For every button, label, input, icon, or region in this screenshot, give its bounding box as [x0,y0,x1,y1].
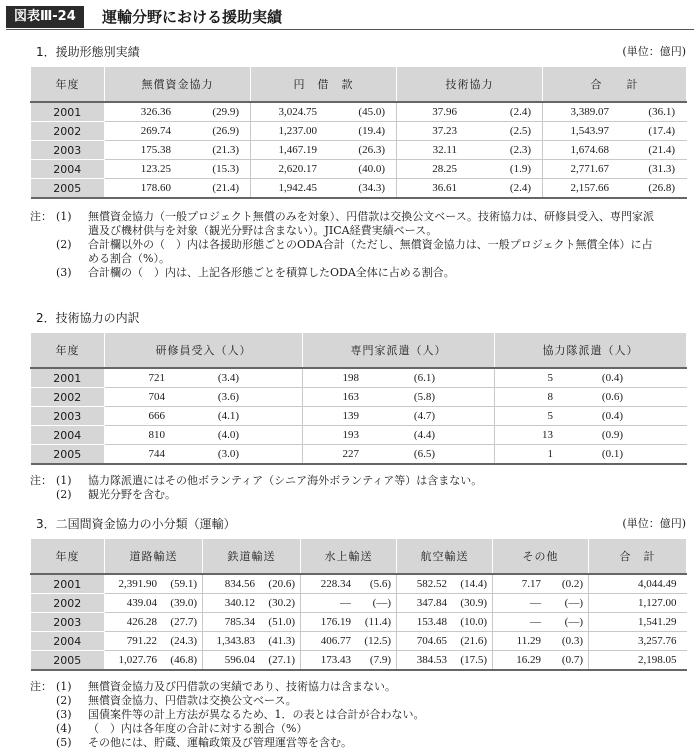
data-cell [543,141,687,160]
cell-share: (45.0) [358,106,385,118]
table-row [31,407,687,426]
cell-value: 384.53 [416,654,447,666]
cell-share: (2.5) [509,125,531,137]
year-cell: 2003 [31,407,105,426]
cell-value: 704 [148,391,165,403]
column-header: 水上輸送 [301,539,397,575]
year-cell: 2002 [31,594,105,613]
section3-unit: (単位：億円) [622,517,686,530]
cell-value: 744 [148,448,165,460]
cell-share: (21.4) [648,144,675,156]
year-cell: 2003 [31,141,105,160]
column-header: 航空輸送 [397,539,493,575]
cell-share: (31.3) [648,163,675,175]
cell-share: (19.4) [358,125,385,137]
table-header-row [31,539,687,575]
data-cell [105,651,203,671]
table-row [31,122,687,141]
cell-value: 596.04 [224,654,255,666]
cell-share: (0.4) [601,410,623,422]
note-label: 注： [30,210,52,223]
table-row [31,160,687,179]
cell-share: (36.1) [648,106,675,118]
cell-value: 666 [148,410,165,422]
cell-value: 32.11 [432,144,457,156]
note-text: 協力隊派遣にはその他ボランティア（シニア海外ボランティア等）は含まない。 [88,474,483,487]
section2-notes [30,474,482,502]
data-cell [105,102,251,122]
data-cell [203,574,301,594]
note-number: (2) [56,488,72,501]
note-number: (1) [56,210,72,223]
column-header: 研修員受入（人） [105,333,303,369]
figure-title-bar [6,6,694,32]
cell-value: 2,771.67 [570,163,609,175]
column-header: 合 計 [589,539,687,575]
cell-share: (29.9) [212,106,239,118]
total-cell: 2,198.05 [589,651,687,671]
cell-value: 2,620.17 [278,163,317,175]
aid-type-table [30,66,687,199]
cell-share: (7.9) [369,654,391,666]
note-text: 合計欄の（ ）内は、上記各形態ごとを積算したODA全体に占める割合。 [88,266,455,279]
total-cell: 3,257.76 [589,632,687,651]
year-cell: 2001 [31,102,105,122]
table-row [31,179,687,199]
data-cell [203,594,301,613]
data-cell [203,632,301,651]
year-cell: 2002 [31,122,105,141]
cell-share: (—) [564,597,583,609]
data-cell [543,160,687,179]
data-cell [303,407,495,426]
data-cell [301,594,397,613]
table-row [31,613,687,632]
data-cell [105,407,303,426]
cell-value: 2,391.90 [118,578,157,590]
cell-value: — [530,597,541,609]
table-header-row [31,67,687,103]
note-number: (2) [56,694,72,707]
cell-share: (17.5) [460,654,487,666]
cell-share: (0.9) [601,429,623,441]
note-line [30,210,654,224]
cell-share: (2.3) [509,144,531,156]
data-cell [105,141,251,160]
cell-value: 1,467.19 [278,144,317,156]
cell-value: 193 [342,429,359,441]
cell-value: 16.29 [516,654,541,666]
note-number: (1) [56,680,72,693]
cell-share: (21.6) [460,635,487,647]
cell-value: 721 [148,372,165,384]
note-number: (3) [56,266,72,279]
note-text: 無償資金協力及び円借款の実績であり、技術協力は含まない。 [88,680,396,693]
data-cell [397,160,543,179]
note-line [30,224,654,238]
cell-share: (41.3) [268,635,295,647]
data-cell [303,388,495,407]
note-text: 無償資金協力、円借款は交換公文ベース。 [88,694,297,707]
year-cell: 2004 [31,426,105,445]
data-cell [105,426,303,445]
cell-share: (46.8) [170,654,197,666]
cell-share: (39.0) [170,597,197,609]
table-row [31,574,687,594]
note-text: める割合（%）。 [88,252,170,265]
cell-value: 7.17 [521,578,541,590]
cell-value: 1,543.97 [570,125,609,137]
total-cell: 4,044.49 [589,574,687,594]
data-cell [495,368,687,388]
cell-value: 123.25 [140,163,171,175]
cell-value: 3,024.75 [278,106,317,118]
cell-share: (30.2) [268,597,295,609]
cell-share: (—) [564,616,583,628]
cell-value: 439.04 [126,597,157,609]
cell-share: (0.4) [601,372,623,384]
cell-share: (2.4) [509,182,531,194]
data-cell [105,574,203,594]
cell-share: (30.9) [460,597,487,609]
cell-share: (15.3) [212,163,239,175]
transport-subcategory-table [30,538,687,671]
data-cell [203,651,301,671]
data-cell [397,594,493,613]
section2-heading: 2．技術協力の内訳 [36,311,140,325]
year-cell: 2001 [31,574,105,594]
year-cell: 2005 [31,445,105,465]
column-header: 無償資金協力 [105,67,251,103]
year-cell: 2005 [31,179,105,199]
cell-value: 2,157.66 [570,182,609,194]
section1-notes [30,210,654,280]
cell-value: 139 [342,410,359,422]
data-cell [251,141,397,160]
cell-share: (40.0) [358,163,385,175]
cell-share: (27.1) [268,654,295,666]
cell-value: 1,237.00 [278,125,317,137]
data-cell [397,122,543,141]
column-header: 円 借 款 [251,67,397,103]
note-label: 注： [30,474,52,487]
section3-notes [30,680,425,750]
note-line [30,488,482,502]
cell-value: 153.48 [416,616,447,628]
note-line [30,252,654,266]
note-number: (1) [56,474,72,487]
column-header: 道路輸送 [105,539,203,575]
data-cell [301,632,397,651]
year-cell: 2004 [31,160,105,179]
technical-cooperation-table [30,332,687,465]
note-label: 注： [30,680,52,693]
cell-share: (59.1) [170,578,197,590]
note-number: (4) [56,722,72,735]
cell-value: 227 [342,448,359,460]
data-cell [251,102,397,122]
data-cell [251,160,397,179]
section1-heading: 1．援助形態別実績 [36,45,140,59]
cell-value: 175.38 [140,144,171,156]
data-cell [301,613,397,632]
cell-value: 28.25 [432,163,457,175]
data-cell [251,122,397,141]
data-cell [493,574,589,594]
data-cell [543,179,687,199]
year-cell: 2001 [31,368,105,388]
column-header: 年度 [31,67,105,103]
column-header: 鉄道輸送 [203,539,301,575]
data-cell [251,179,397,199]
data-cell [397,179,543,199]
cell-value: 785.34 [224,616,255,628]
cell-share: (12.5) [364,635,391,647]
note-line [30,680,425,694]
cell-value: 791.22 [126,635,157,647]
cell-value: 340.12 [224,597,255,609]
figure-number: 図表Ⅲ-24 [6,6,84,28]
note-text: 遣及び機材供与を対象（観光分野は含まない）。JICA経費実績ベース。 [88,224,438,237]
cell-value: 13 [542,429,553,441]
cell-value: 8 [547,391,553,403]
year-cell: 2005 [31,651,105,671]
cell-value: 347.84 [416,597,447,609]
cell-share: (17.4) [648,125,675,137]
title-underline [6,29,694,30]
cell-value: 1,942.45 [278,182,317,194]
total-cell: 1,541.29 [589,613,687,632]
table-row [31,445,687,465]
cell-value: 163 [342,391,359,403]
cell-share: (34.3) [358,182,385,194]
data-cell [493,632,589,651]
column-header: 合 計 [543,67,687,103]
table-row [31,102,687,122]
year-cell: 2004 [31,632,105,651]
data-cell [303,445,495,465]
data-cell [397,651,493,671]
column-header: その他 [493,539,589,575]
note-text: （ ）内は各年度の合計に対する割合（%） [88,722,308,735]
data-cell [495,407,687,426]
data-cell [495,445,687,465]
note-line [30,736,425,750]
cell-share: (10.0) [460,616,487,628]
data-cell [397,141,543,160]
data-cell [301,651,397,671]
cell-share: (21.3) [212,144,239,156]
cell-share: (5.8) [413,391,435,403]
note-line [30,708,425,722]
cell-value: 704.65 [416,635,447,647]
data-cell [543,102,687,122]
year-cell: 2003 [31,613,105,632]
data-cell [303,426,495,445]
section3-heading: 3．二国間資金協力の小分類（運輸） [36,517,236,531]
cell-value: 228.34 [320,578,351,590]
note-number: (5) [56,736,72,749]
table-row [31,632,687,651]
column-header: 年度 [31,333,105,369]
cell-share: (4.7) [413,410,435,422]
cell-value: 834.56 [224,578,255,590]
cell-share: (20.6) [268,578,295,590]
cell-value: 173.43 [320,654,351,666]
cell-value: 269.74 [140,125,171,137]
table-row [31,388,687,407]
cell-share: (1.9) [509,163,531,175]
table-row [31,426,687,445]
cell-share: (0.2) [561,578,583,590]
cell-share: (21.4) [212,182,239,194]
column-header: 専門家派遣（人） [303,333,495,369]
table-header-row [31,333,687,369]
cell-share: (26.9) [212,125,239,137]
note-number: (2) [56,238,72,251]
data-cell [397,102,543,122]
cell-value: 1,027.76 [118,654,157,666]
cell-share: (3.4) [217,372,239,384]
cell-value: 5 [547,372,553,384]
data-cell [397,574,493,594]
data-cell [543,122,687,141]
cell-value: 11.29 [516,635,541,647]
cell-share: (4.0) [217,429,239,441]
data-cell [493,613,589,632]
data-cell [105,594,203,613]
note-line [30,722,425,736]
cell-value: 582.52 [416,578,447,590]
cell-value: 176.19 [320,616,351,628]
data-cell [105,445,303,465]
note-text: 無償資金協力（一般プロジェクト無償のみを対象）、円借款は交換公文ベース。技術協力は、研修員受入、専門家派 [88,210,655,223]
data-cell [105,179,251,199]
data-cell [397,632,493,651]
cell-value: 178.60 [140,182,171,194]
data-cell [493,594,589,613]
cell-share: (0.3) [561,635,583,647]
table-row [31,368,687,388]
cell-share: (27.7) [170,616,197,628]
year-cell: 2002 [31,388,105,407]
cell-value: 3,389.07 [570,106,609,118]
cell-value: 406.77 [320,635,351,647]
cell-share: (6.5) [413,448,435,460]
data-cell [303,368,495,388]
cell-share: (3.0) [217,448,239,460]
note-number: (3) [56,708,72,721]
cell-value: 37.96 [432,106,457,118]
cell-share: (26.3) [358,144,385,156]
data-cell [301,574,397,594]
cell-value: 426.28 [126,616,157,628]
section1-unit: (単位：億円) [622,45,686,58]
cell-share: (11.4) [364,616,391,628]
data-cell [495,388,687,407]
cell-value: — [530,616,541,628]
cell-share: (0.6) [601,391,623,403]
note-text: 国債案件等の計上方法が異なるため、1．の表とは合計が合わない。 [88,708,425,721]
note-line [30,694,425,708]
cell-value: 36.61 [432,182,457,194]
data-cell [105,613,203,632]
cell-share: (0.1) [601,448,623,460]
note-line [30,238,654,252]
cell-value: 5 [547,410,553,422]
data-cell [493,651,589,671]
note-text: 観光分野を含む。 [88,488,176,501]
cell-share: (14.4) [460,578,487,590]
data-cell [397,613,493,632]
cell-value: — [340,597,351,609]
cell-value: 1,674.68 [570,144,609,156]
data-cell [105,632,203,651]
cell-value: 326.36 [140,106,171,118]
note-text: 合計欄以外の（ ）内は各援助形態ごとのODA合計（ただし、無償資金協力は、一般プロジェクト無償全体）に占 [88,238,653,251]
table-row [31,141,687,160]
column-header: 技術協力 [397,67,543,103]
data-cell [495,426,687,445]
table-row [31,651,687,671]
cell-share: (0.7) [561,654,583,666]
data-cell [203,613,301,632]
table-row [31,594,687,613]
cell-share: (—) [372,597,391,609]
data-cell [105,122,251,141]
cell-value: 37.23 [432,125,457,137]
column-header: 協力隊派遣（人） [495,333,687,369]
figure-title: 運輸分野における援助実績 [102,8,283,26]
cell-share: (51.0) [268,616,295,628]
data-cell [105,388,303,407]
cell-value: 198 [342,372,359,384]
cell-share: (5.6) [369,578,391,590]
cell-value: 1 [547,448,553,460]
note-line [30,266,654,280]
data-cell [105,368,303,388]
cell-share: (4.1) [217,410,239,422]
column-header: 年度 [31,539,105,575]
cell-share: (4.4) [413,429,435,441]
cell-value: 1,343.83 [216,635,255,647]
note-text: その他には、貯蔵、運輸政策及び管理運営等を含む。 [88,736,352,749]
cell-value: 810 [148,429,165,441]
cell-share: (6.1) [413,372,435,384]
note-line [30,474,482,488]
cell-share: (3.6) [217,391,239,403]
cell-share: (24.3) [170,635,197,647]
total-cell: 1,127.00 [589,594,687,613]
cell-share: (26.8) [648,182,675,194]
data-cell [105,160,251,179]
cell-share: (2.4) [509,106,531,118]
